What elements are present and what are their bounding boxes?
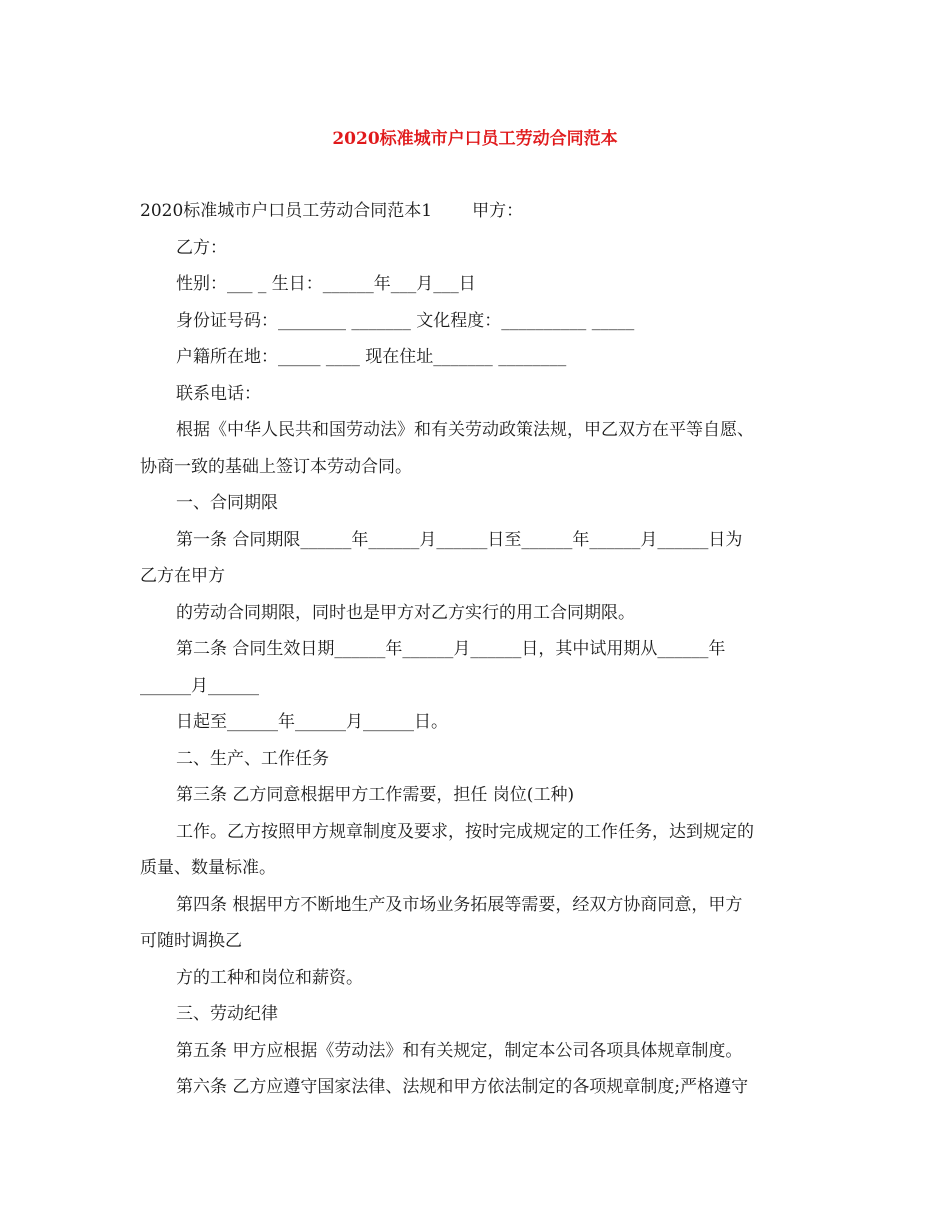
document-title: 2020标准城市户口员工劳动合同范本 — [332, 129, 618, 149]
article-1-line-3: 的劳动合同期限，同时也是甲方对乙方实行的用工合同期限。 — [176, 602, 635, 623]
document-body — [140, 193, 815, 1106]
household-address-line: 户籍所在地：_____ ____ 现在住址_______ ________ — [176, 347, 567, 367]
article-2-line-3: 日起至______年______月______日。 — [176, 712, 448, 732]
section-2-heading: 二、生产、工作任务 — [176, 748, 329, 769]
article-2-line-1: 第二条 合同生效日期______年______月______日，其中试用期从______年 — [176, 639, 726, 659]
gender-birthday-line: 性别：___ _ 生日：______年___月___日 — [176, 274, 476, 294]
article-2-line-2: ______月______ — [140, 675, 259, 696]
section-1-heading: 一、合同期限 — [176, 493, 278, 513]
preamble-line-2: 协商一致的基础上签订本劳动合同。 — [140, 456, 412, 477]
article-3-line-2: 工作。乙方按照甲方规章制度及要求，按时完成规定的工作任务，达到规定的 — [176, 821, 754, 842]
article-4-line-1: 第四条 根据甲方不断地生产及市场业务拓展等需要，经双方协商同意，甲方 — [176, 894, 743, 915]
article-5-line-1: 第五条 甲方应根据《劳动法》和有关规定，制定本公司各项具体规章制度。 — [176, 1040, 743, 1061]
id-education-line: 身份证号码：________ _______ 文化程度：__________ _____ — [176, 310, 635, 331]
paragraph-1 — [140, 193, 815, 230]
party-a-label: 甲方： — [472, 201, 524, 221]
article-1-line-1: 第一条 合同期限______年______月______日至______年______月______日为 — [176, 529, 743, 550]
phone-line: 联系电话： — [176, 383, 261, 404]
article-4-line-3: 方的工种和岗位和薪资。 — [176, 967, 363, 988]
article-6-line-1: 第六条 乙方应遵守国家法律、法规和甲方依法制定的各项规章制度;严格遵守 — [176, 1077, 749, 1097]
article-4-line-2: 可随时调换乙 — [140, 931, 242, 951]
article-1-line-2: 乙方在甲方 — [140, 566, 225, 586]
article-3-line-1: 第三条 乙方同意根据甲方工作需要，担任 岗位(工种) — [176, 785, 575, 805]
section-3-heading: 三、劳动纪律 — [176, 1004, 278, 1024]
preamble-line-1: 根据《中华人民共和国劳动法》和有关劳动政策法规，甲乙双方在平等自愿、 — [176, 420, 754, 440]
article-3-line-3: 质量、数量标准。 — [140, 858, 276, 878]
party-b-line: 乙方： — [176, 237, 227, 258]
contract-heading: 2020标准城市户口员工劳动合同范本1 — [140, 201, 433, 221]
